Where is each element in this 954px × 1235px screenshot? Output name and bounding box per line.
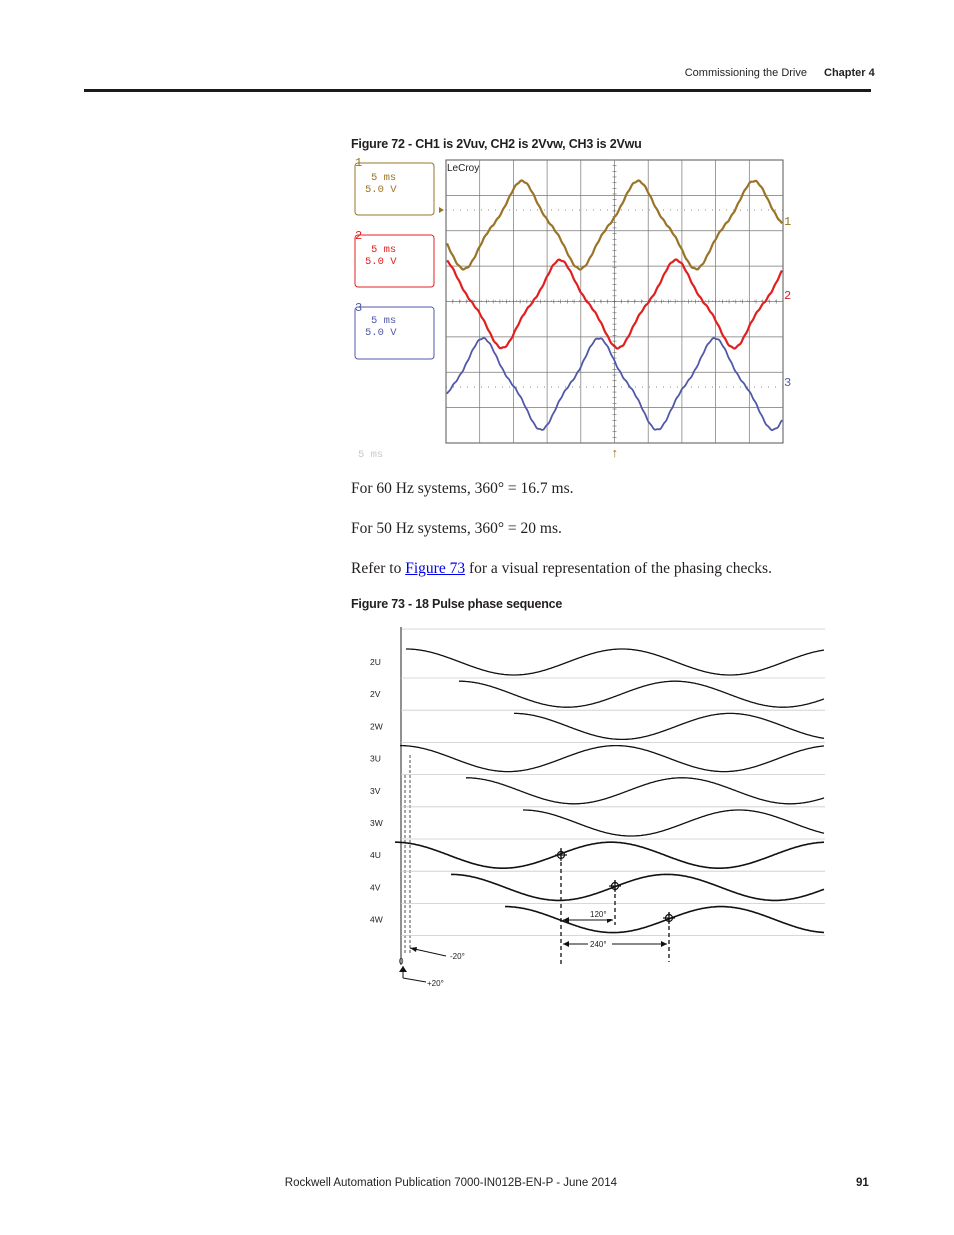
row-label-2u: 2U <box>370 657 381 667</box>
refer-suffix: for a visual representation of the phasing checks. <box>465 560 772 577</box>
waveform-4w <box>505 907 824 933</box>
phase-sequence-diagram <box>350 620 830 1000</box>
right-marker-1: 1 <box>784 215 792 229</box>
channel-3-timebase: 5 ms <box>371 315 397 327</box>
row-label-4w: 4W <box>370 914 383 925</box>
channel-1-number: 1 <box>355 156 363 170</box>
figure-73-link[interactable]: Figure 73 <box>405 560 466 577</box>
channel-2-number: 2 <box>355 229 363 243</box>
footer-publication: Rockwell Automation Publication 7000-IN012B-EN-P - June 2014 <box>284 1177 617 1189</box>
channel-2-box <box>355 229 434 287</box>
body-line-refer <box>351 560 772 578</box>
page-number: 91 <box>856 1177 869 1189</box>
oscilloscope-figure <box>350 155 795 465</box>
channel-3-box <box>355 301 434 359</box>
label-zero: 0 <box>399 957 404 966</box>
channel-1-timebase: 5 ms <box>371 172 397 184</box>
channel-3-volts: 5.0 V <box>365 327 397 339</box>
figure-73-caption: Figure 73 - 18 Pulse phase sequence <box>351 597 563 611</box>
header-rule <box>84 89 871 92</box>
running-header-chapter: Chapter 4 <box>824 67 875 79</box>
right-marker-2: 2 <box>784 289 792 303</box>
label-120-deg: 120° <box>590 910 607 919</box>
label-plus-20: +20° <box>427 979 444 988</box>
label-240-deg: 240° <box>590 940 607 949</box>
row-label-4u: 4U <box>370 850 381 861</box>
channel-1-volts: 5.0 V <box>365 184 397 196</box>
channel-3-number: 3 <box>355 301 363 315</box>
waveform-3w <box>523 810 824 836</box>
bottom-timebase: 5 ms <box>358 449 384 461</box>
body-line-50hz: For 50 Hz systems, 360° = 20 ms. <box>351 520 562 537</box>
figure-72-caption: Figure 72 - CH1 is 2Vuv, CH2 is 2Vvw, CH3 is 2Vwu <box>351 137 642 151</box>
lecroy-logo: LeCroy <box>447 163 480 174</box>
waveform-2w <box>514 713 824 739</box>
waveform-3v <box>466 778 824 804</box>
row-label-2w: 2W <box>370 721 383 732</box>
running-header-section: Commissioning the Drive <box>684 67 807 79</box>
trigger-marker: ↑ <box>611 446 619 461</box>
waveform-4u <box>395 842 824 868</box>
body-line-60hz: For 60 Hz systems, 360° = 16.7 ms. <box>351 480 574 497</box>
phasing-markers <box>399 848 675 988</box>
label-minus-20: -20° <box>450 952 465 961</box>
waveform-3u <box>400 746 824 772</box>
channel-1-box <box>355 156 444 215</box>
row-label-3v: 3V <box>370 785 381 796</box>
row-label-3w: 3W <box>370 818 383 828</box>
channel-2-timebase: 5 ms <box>371 244 397 256</box>
waveform-4v <box>451 874 824 900</box>
right-marker-3: 3 <box>784 376 792 390</box>
waveform-2v <box>459 681 824 707</box>
scope-grid <box>446 160 783 443</box>
waveform-2u <box>406 649 824 675</box>
channel-2-volts: 5.0 V <box>365 256 397 268</box>
row-label-3u: 3U <box>370 753 381 764</box>
row-label-4v: 4V <box>370 882 381 893</box>
refer-prefix: Refer to <box>351 560 406 577</box>
row-label-2v: 2V <box>370 689 381 700</box>
